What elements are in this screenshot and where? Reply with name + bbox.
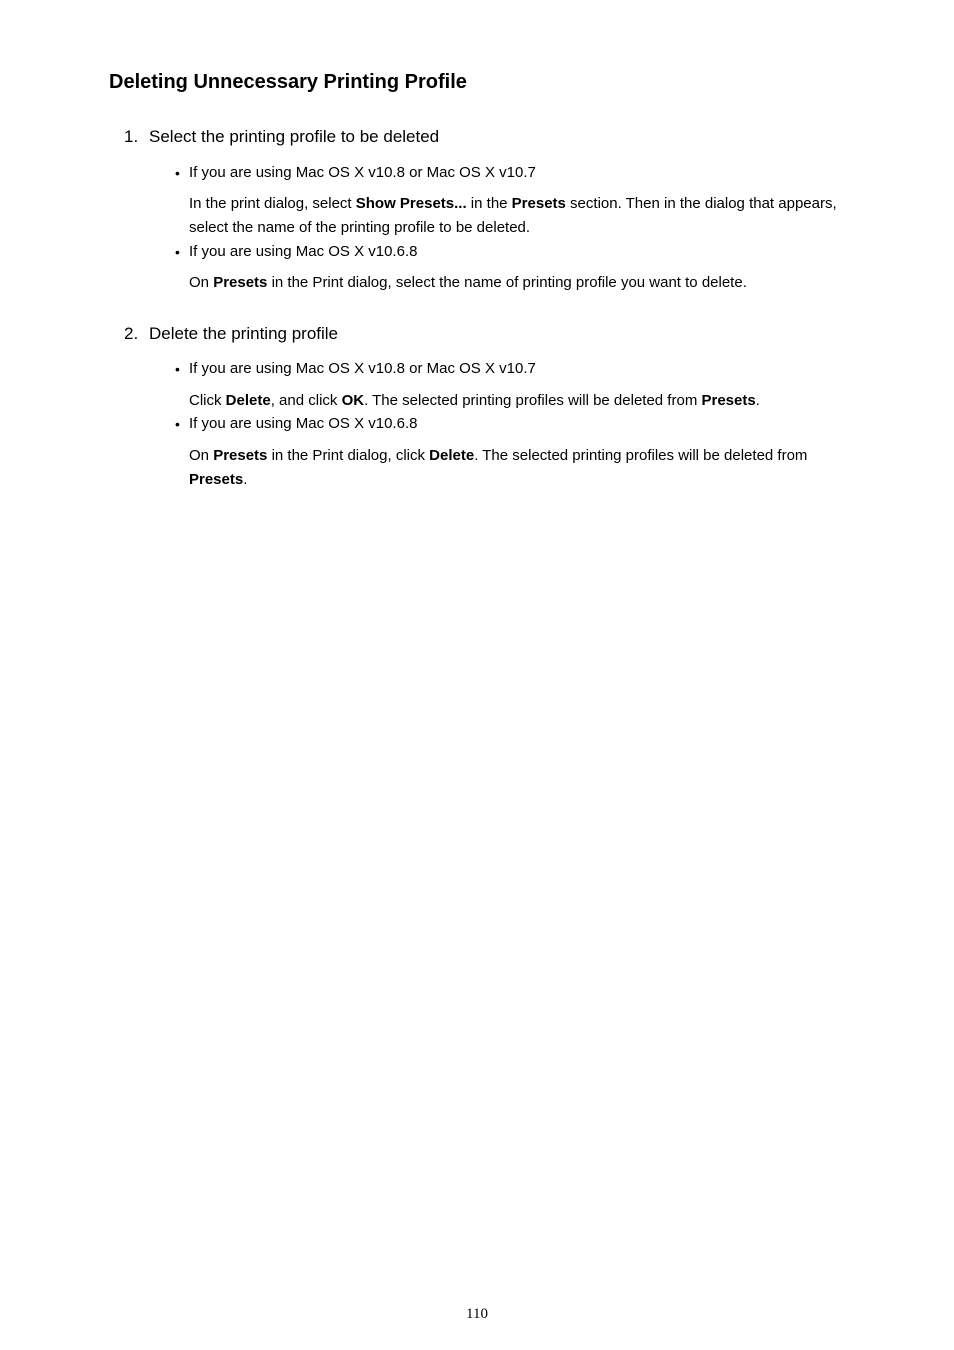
instruction-paragraph	[189, 192, 849, 240]
text-segment: . The selected printing profiles will be deleted from	[474, 447, 808, 464]
condition-label: If you are using Mac OS X v10.6.8	[189, 243, 418, 260]
condition-label: If you are using Mac OS X v10.6.8	[189, 415, 418, 432]
instruction-paragraph	[189, 271, 849, 295]
text-segment: in the Print dialog, select the name of printing profile you want to delete.	[267, 274, 747, 291]
bullet-icon: •	[175, 416, 180, 432]
instruction-paragraph	[189, 389, 849, 413]
ui-term: OK	[341, 392, 365, 409]
ui-term: Presets	[213, 274, 268, 291]
ui-term: Presets	[213, 447, 268, 464]
ui-term: Delete	[429, 447, 475, 464]
ui-term: Presets	[511, 195, 566, 212]
condition-label: If you are using Mac OS X v10.8 or Mac OS X v10.7	[189, 360, 536, 377]
ui-term: Delete	[225, 392, 271, 409]
ui-term: Presets	[701, 392, 756, 409]
step-heading: Delete the printing profile	[149, 324, 339, 343]
text-segment: .	[755, 392, 760, 409]
text-segment: , and click	[270, 392, 342, 409]
page-title: Deleting Unnecessary Printing Profile	[109, 71, 467, 93]
text-segment: In the print dialog, select	[189, 195, 356, 212]
bullet-icon: •	[175, 244, 180, 260]
text-segment: in the	[466, 195, 512, 212]
text-segment: in the Print dialog, click	[267, 447, 430, 464]
step-heading: Select the printing profile to be deleted	[149, 127, 440, 146]
instruction-paragraph	[189, 444, 849, 492]
text-segment: On	[189, 274, 214, 291]
ui-term: Presets	[189, 471, 244, 488]
text-segment: Click	[189, 392, 226, 409]
ui-term: Show Presets...	[355, 195, 467, 212]
page-number: 110	[466, 1306, 488, 1322]
text-segment: On	[189, 447, 214, 464]
text-segment: . The selected printing profiles will be deleted from	[364, 392, 702, 409]
text-segment: .	[243, 471, 248, 488]
bullet-icon: •	[175, 361, 180, 377]
step-number: 2.	[124, 324, 139, 343]
text-segment: section. Then in the dialog that appears, select the name of the printing profile to be deleted.	[189, 195, 837, 236]
condition-label: If you are using Mac OS X v10.8 or Mac OS X v10.7	[189, 164, 536, 181]
step-number: 1.	[124, 127, 139, 146]
bullet-icon: •	[175, 165, 180, 181]
